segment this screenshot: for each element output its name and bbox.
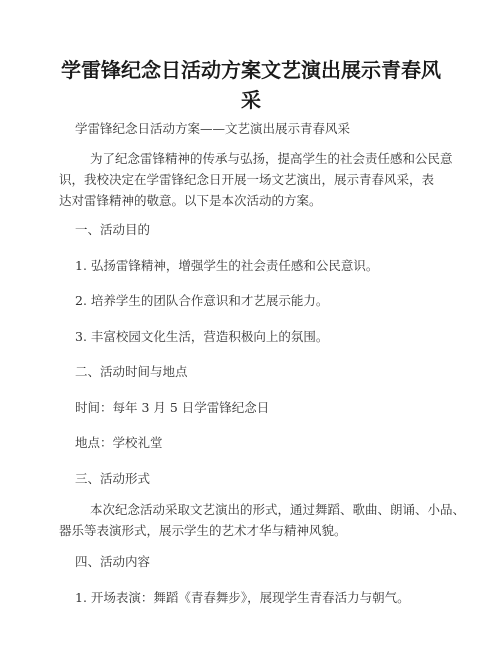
- purpose-item-2: 2. 培养学生的团队合作意识和才艺展示能力。: [75, 293, 329, 308]
- intro-line-2: 识，我校决定在学雷锋纪念日开展一场文艺演出，展示青春风采，表: [59, 172, 435, 187]
- purpose-item-3: 3. 丰富校园文化生活，营造积极向上的氛围。: [75, 329, 329, 344]
- format-line-1: 本次纪念活动采取文艺演出的形式，通过舞蹈、歌曲、朗诵、小品、: [90, 502, 466, 517]
- intro-line-3: 达对雷锋精神的敬意。以下是本次活动的方案。: [59, 193, 322, 208]
- document-subtitle: 学雷锋纪念日活动方案——文艺演出展示青春风采: [75, 121, 351, 136]
- section-heading-format: 三、活动形式: [75, 471, 151, 486]
- event-time: 时间：每年 3 月 5 日学雷锋纪念日: [75, 400, 270, 415]
- section-heading-content: 四、活动内容: [75, 554, 151, 569]
- format-paragraph: [59, 499, 466, 541]
- intro-line-1: 为了纪念雷锋精神的传承与弘扬，提高学生的社会责任感和公民意: [90, 151, 453, 166]
- purpose-item-1: 1. 弘扬雷锋精神，增强学生的社会责任感和公民意识。: [75, 258, 379, 273]
- document-title: 学雷锋纪念日活动方案文艺演出展示青春风采: [61, 58, 441, 112]
- section-heading-purpose: 一、活动目的: [75, 222, 151, 237]
- content-item-1: 1. 开场表演：舞蹈《青春舞步》，展现学生青春活力与朝气。: [75, 590, 410, 605]
- event-place: 地点：学校礼堂: [75, 435, 163, 450]
- intro-paragraph: [59, 148, 453, 211]
- format-line-2: 器乐等表演形式，展示学生的艺术才华与精神风貌。: [59, 523, 347, 538]
- section-heading-time-place: 二、活动时间与地点: [75, 364, 188, 379]
